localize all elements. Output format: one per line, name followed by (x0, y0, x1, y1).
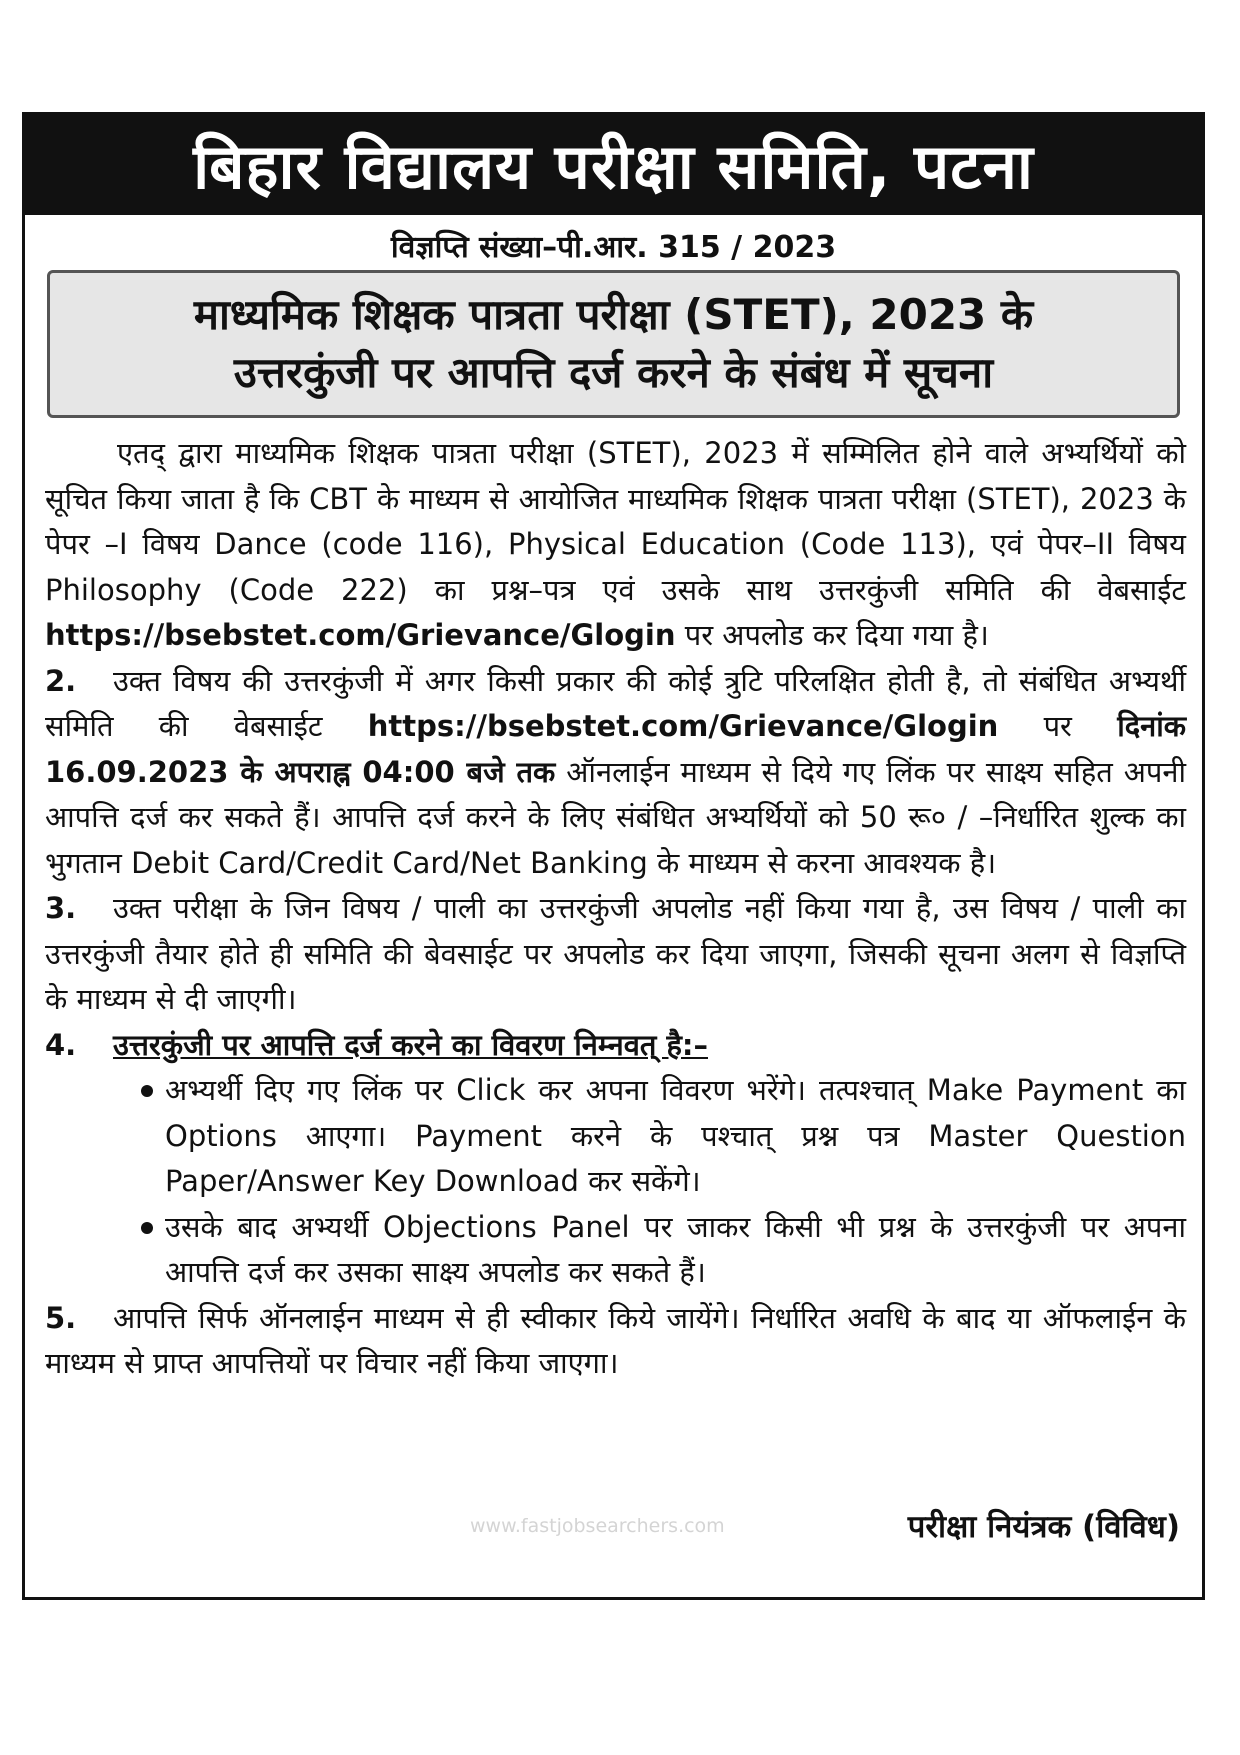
grievance-link[interactable]: https://bsebstet.com/Grievance/Glogin (45, 618, 676, 652)
bullet-item-2-text: उसके बाद अभ्यर्थी Objections Panel पर जाकर किसी भी प्रश्न के उत्तरकुंजी पर अपना आपत्ति दर्ज कर उसका साक्ष्य अपलोड कर सकते हैं। (165, 1209, 1186, 1289)
paragraph-1-text: एतद् द्वारा माध्यमिक शिक्षक पात्रता परीक्षा (STET), 2023 में सम्मिलित होने वाले अभ्यर्थियों को सूचित किया जाता है कि CBT के माध्यम से आयोजित माध्यमिक शिक्षक पात्रता परीक्षा (STET), 2023 के पेपर –I विषय Dance (code 116), Physical Education (Code 113), एवं पेपर–II विषय Philosophy (Code 222) का प्रश्न–पत्र एवं उसके साथ उत्तरकुंजी समिति की वेबसाईट (45, 436, 1186, 607)
bullet-item-1 (45, 1068, 1186, 1205)
paragraph-5-number: 5. (45, 1300, 77, 1335)
paragraph-2-text-1: उक्त विषय की उत्तरकुंजी में अगर किसी प्रकार की कोई त्रुटि परिलक्षित होती है, तो संबंधित अभ्यर्थी समिति की वेबसाईट (45, 663, 1186, 743)
bullet-item-2 (45, 1205, 1186, 1296)
paragraph-4-heading-text: उत्तरकुंजी पर आपत्ति दर्ज करने का विवरण निम्नवत् है:– (113, 1027, 708, 1062)
paragraph-3-text: उक्त परीक्षा के जिन विषय / पाली का उत्तरकुंजी अपलोड नहीं किया गया है, उस विषय / पाली का उत्तरकुंजी तैयार होते ही समिति की बेवसाईट पर अपलोड कर दिया जाएगा, जिसकी सूचना अलग से विज्ञप्ति के माध्यम से दी जाएगी। (45, 891, 1186, 1016)
bullet-icon (141, 1085, 153, 1097)
subject-line-2: उत्तरकुंजी पर आपत्ति दर्ज करने के संबंध में सूचना (233, 348, 994, 397)
subject-box (47, 270, 1180, 418)
deadline-text: दिनांक 16.09.2023 के अपराह्न 04:00 बजे तक (45, 709, 1186, 789)
paragraph-2-number: 2. (45, 663, 77, 698)
paragraph-5-text: आपत्ति सिर्फ ऑनलाईन माध्यम से ही स्वीकार किये जायेंगे। निर्धारित अवधि के बाद या ऑफलाईन के माध्यम से प्राप्त आपत्तियों पर विचार नहीं किया जाएगा। (45, 1300, 1186, 1380)
bullet-icon (141, 1222, 153, 1234)
notice-number: विज्ञप्ति संख्या–पी.आर. 315 / 2023 (390, 230, 837, 265)
paragraph-3 (45, 886, 1186, 1023)
paragraph-1 (45, 431, 1186, 659)
signatory: परीक्षा नियंत्रक (विविध) (907, 1509, 1180, 1545)
paragraph-2-text-2: पर (998, 709, 1118, 743)
organization-title: बिहार विद्यालय परीक्षा समिति, पटना (25, 115, 1202, 215)
subject-line-1: माध्यमिक शिक्षक पात्रता परीक्षा (STET), 2023 के (193, 290, 1034, 339)
notice-body (45, 431, 1186, 1387)
paragraph-4-heading (45, 1023, 1186, 1069)
paragraph-5 (45, 1296, 1186, 1387)
grievance-link-2[interactable]: https://bsebstet.com/Grievance/Glogin (367, 709, 999, 743)
paragraph-1-text-after: पर अपलोड कर दिया गया है। (675, 618, 989, 652)
watermark-text: www.fastjobsearchers.com (470, 1515, 725, 1537)
notice-frame (22, 112, 1205, 1600)
paragraph-2 (45, 659, 1186, 887)
bullet-item-1-text: अभ्यर्थी दिए गए लिंक पर Click कर अपना विवरण भरेंगे। तत्पश्चात् Make Payment का Options आएगा। Payment करने के पश्चात् प्रश्न पत्र Master Question Paper/Answer Key Download कर सकेंगे। (165, 1073, 1186, 1198)
paragraph-2-text-3: ऑनलाईन माध्यम से दिये गए लिंक पर साक्ष्य सहित अपनी आपत्ति दर्ज कर सकते हैं। आपत्ति दर्ज करने के लिए संबंधित अभ्यर्थियों को 50 रू० / –निर्धारित शुल्क का भुगतान Debit Card/Credit Card/Net Banking के माध्यम से करना आवश्यक है। (45, 754, 1186, 880)
paragraph-4-number: 4. (45, 1027, 77, 1062)
paragraph-3-number: 3. (45, 891, 77, 925)
